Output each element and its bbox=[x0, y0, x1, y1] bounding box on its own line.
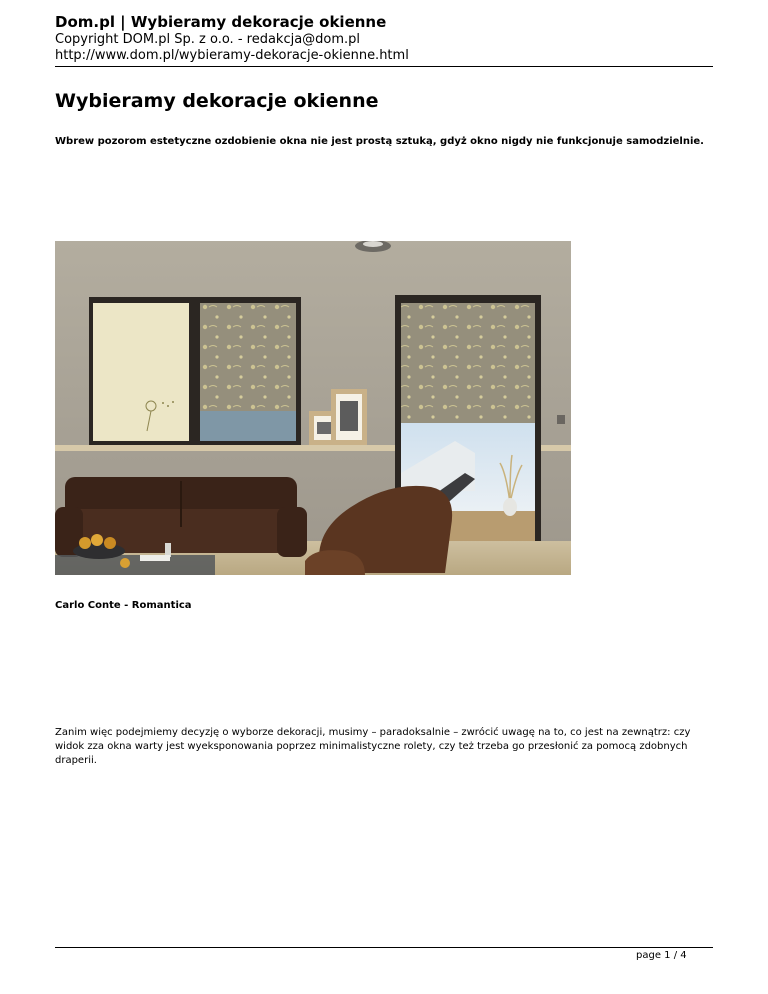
article-paragraph: Zanim więc podejmiemy decyzję o wyborze dekoracji, musimy – paradoksalnie – zwrócić uwagę na to, co jest na zewnątrz: czy widok zza okna warty jest wyeksponowania poprzez minimalistyczne rolety, czy też trzeba go przesłonić za pomocą zdobnych draperii. bbox=[55, 727, 691, 766]
source-url: http://www.dom.pl/wybieramy-dekoracje-okienne.html bbox=[55, 48, 409, 63]
site-title: Dom.pl | Wybieramy dekoracje okienne bbox=[55, 13, 387, 31]
interior-photo bbox=[55, 241, 571, 575]
page-number: page 1 / 4 bbox=[636, 950, 687, 961]
document-header bbox=[55, 12, 713, 64]
header-divider bbox=[55, 66, 713, 67]
article-title: Wybieramy dekoracje okienne bbox=[55, 90, 379, 112]
photo-caption: Carlo Conte - Romantica bbox=[55, 600, 192, 611]
copyright-line: Copyright DOM.pl Sp. z o.o. - redakcja@dom.pl bbox=[55, 32, 361, 47]
footer-divider bbox=[55, 947, 713, 948]
article-lead: Wbrew pozorom estetyczne ozdobienie okna nie jest prostą sztuką, gdyż okno nigdy nie funkcjonuje samodzielnie. bbox=[55, 136, 704, 147]
